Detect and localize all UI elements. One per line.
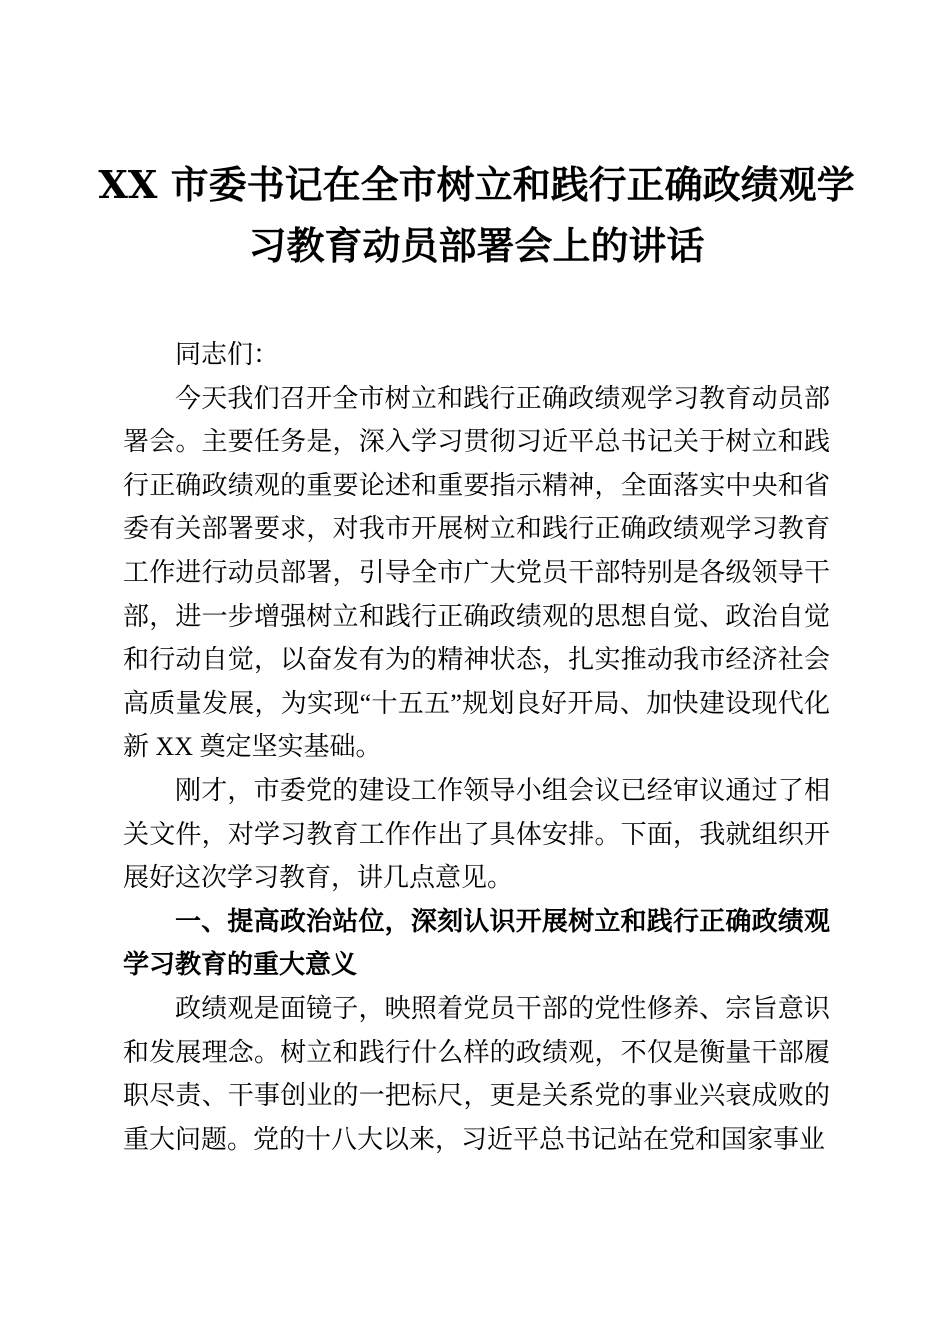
section-heading-1: 一、提高政治站位，深刻认识开展树立和践行正确政绩观学习教育的重大意义 xyxy=(123,905,830,980)
body-paragraph-2: 刚才，市委党的建设工作领导小组会议已经审议通过了相关文件，对学习教育工作作出了具体安排。下面，我就组织开展好这次学习教育，讲几点意见。 xyxy=(123,775,830,893)
body-paragraph-3: 政绩观是面镜子，映照着党员干部的党性修养、宗旨意识和发展理念。树立和践行什么样的政绩观，不仅是衡量干部履职尽责、干事创业的一把标尺，更是关系党的事业兴衰成败的重大问题。党的十八大以来，习近平总书记站在党和国家事业 xyxy=(123,993,830,1154)
document-title: XX 市委书记在全市树立和践行正确政绩观学习教育动员部署会上的讲话 xyxy=(98,162,855,268)
body-paragraph-1: 今天我们召开全市树立和践行正确政绩观学习教育动员部署会。主要任务是，深入学习贯彻习近平总书记关于树立和践行正确政绩观的重要论述和重要指示精神，全面落实中央和省委有关部署要求，对我市开展树立和践行正确政绩观学习教育工作进行动员部署，引导全市广大党员干部特别是各级领导干部，进一步增强树立和践行正确政绩观的思想自觉、政治自觉和行动自觉，以奋发有为的精神状态，扎实推动我市经济社会高质量发展，为实现“十五五”规划良好开局、加快建设现代化新 XX 奠定坚实基础。 xyxy=(123,383,830,762)
salutation-paragraph: 同志们： xyxy=(175,340,280,369)
